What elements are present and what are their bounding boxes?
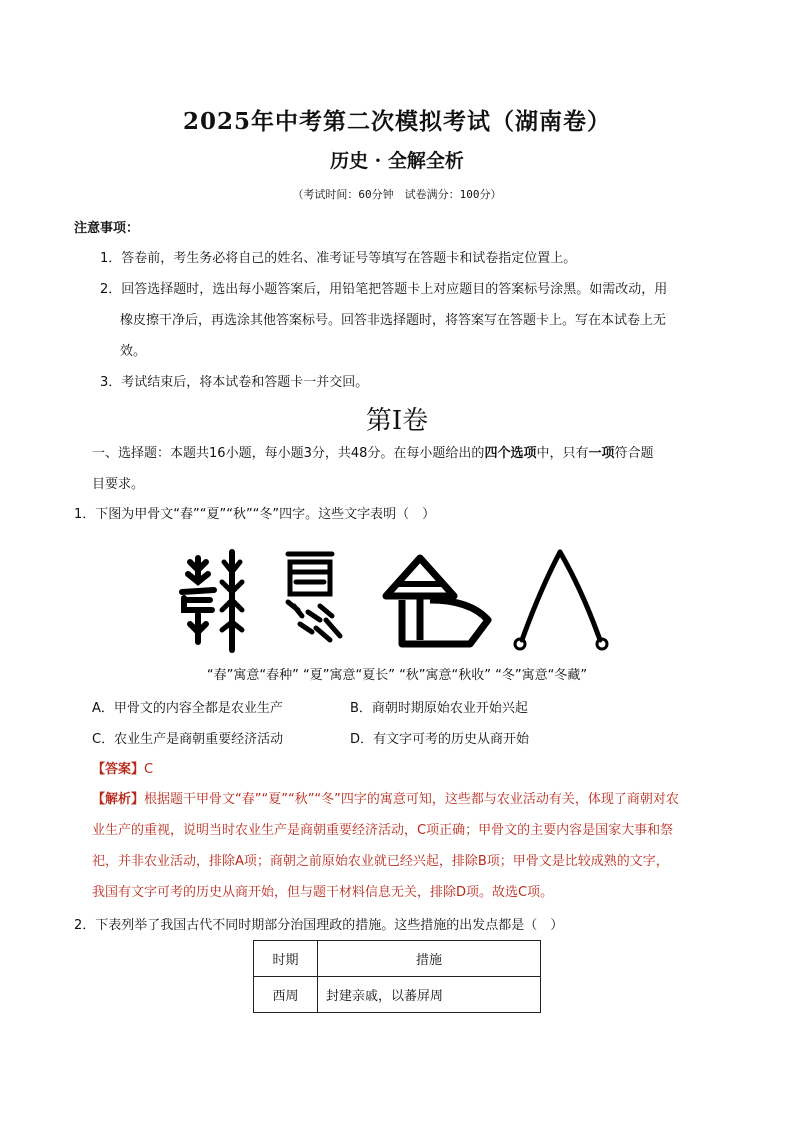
notice-text: 回答选择题时，选出每小题答案后，用铅笔把答题卡上对应题目的答案标号涂黑。如需改动，用 bbox=[121, 282, 668, 297]
notice-text: 考试结束后，将本试卷和答题卡一并交回。 bbox=[121, 375, 369, 390]
option-d: D．有文字可考的历史从商开始 bbox=[350, 732, 530, 747]
part-text: 分，共 bbox=[311, 446, 351, 461]
notice-text-cont: 效。 bbox=[120, 344, 147, 359]
table-row bbox=[254, 977, 541, 1013]
part-text: 小题，每小题 bbox=[225, 446, 304, 461]
measures-table bbox=[253, 940, 541, 1013]
notice-item-2 bbox=[100, 274, 730, 367]
analysis-label: 【解析】 bbox=[92, 792, 145, 807]
glyph-caption: “春”寓意“春种” “夏”寓意“夏长” “秋”寓意“秋收” “冬”寓意“冬藏” bbox=[206, 668, 588, 683]
part-text: 分。在每小题给出的 bbox=[367, 446, 485, 461]
part-emphasis: 一项 bbox=[588, 446, 615, 461]
part-total: 48 bbox=[350, 446, 368, 461]
part-count: 16 bbox=[209, 446, 226, 461]
notice-text-cont: 橡皮擦干净后，再选涂其他答案标号。回答非选择题时，将答案写在答题卡上。写在本试卷上无 bbox=[120, 313, 667, 328]
part-text: 目要求。 bbox=[92, 477, 145, 492]
oracle-bone-glyphs-image bbox=[170, 540, 650, 660]
notice-text: 答卷前，考生务必将自己的姓名、准考证号等填写在答题卡和试卷指定位置上。 bbox=[121, 251, 577, 266]
part-emphasis: 四个选项 bbox=[484, 446, 537, 461]
oracle-glyph-dong bbox=[515, 552, 607, 649]
table-cell: 西周 bbox=[254, 977, 318, 1013]
part-instructions bbox=[92, 438, 732, 500]
part-score: 3 bbox=[303, 446, 312, 461]
answer-value: C bbox=[144, 762, 154, 777]
part-text: 一、选择题：本题共 bbox=[92, 446, 210, 461]
oracle-glyph-qiu bbox=[386, 558, 488, 644]
notice-item-3 bbox=[100, 367, 730, 398]
analysis-text: 祀，并非农业活动，排除A项；商朝之前原始农业就已经兴起，排除B项；甲骨文是比较成熟的文字， bbox=[92, 854, 669, 869]
part-text: 符合题 bbox=[614, 446, 654, 461]
notice-num: 2． bbox=[100, 282, 122, 297]
notice-num: 3． bbox=[100, 375, 122, 390]
exam-meta: （考试时间：60分钟 试卷满分：100分） bbox=[292, 188, 502, 201]
analysis-text: 业生产的重视，说明当时农业生产是商朝重要经济活动，C项正确；甲骨文的主要内容是国家大事和祭 bbox=[92, 823, 674, 838]
page-title: 2025年中考第二次模拟考试（湖南卷） bbox=[182, 108, 611, 135]
notice-heading: 注意事项： bbox=[74, 221, 140, 236]
table-header-cell: 时期 bbox=[254, 941, 318, 977]
table-header-cell: 措施 bbox=[318, 941, 541, 977]
page-subtitle: 历史 · 全解全析 bbox=[330, 150, 464, 172]
option-a: A．甲骨文的内容全都是农业生产 bbox=[92, 701, 283, 716]
analysis-text: 根据题干甲骨文“春”“夏”“秋”“冬”四字的寓意可知，这些都与农业活动有关，体现了商朝对农 bbox=[144, 792, 679, 807]
part-text: 中，只有 bbox=[536, 446, 589, 461]
oracle-glyph-xia bbox=[288, 554, 340, 640]
option-c: C．农业生产是商朝重要经济活动 bbox=[92, 732, 284, 747]
question-1-stem: 1．下图为甲骨文“春”“夏”“秋”“冬”四字。这些文字表明（ ） bbox=[74, 507, 436, 522]
oracle-glyph-chun bbox=[182, 552, 242, 650]
notice-num: 1． bbox=[100, 251, 122, 266]
question-2-stem: 2．下表列举了我国古代不同时期部分治国理政的措施。这些措施的出发点都是（ ） bbox=[74, 918, 564, 933]
table-cell: 封建亲戚，以蕃屏周 bbox=[318, 977, 541, 1013]
section-title: 第Ⅰ卷 bbox=[365, 406, 429, 436]
notice-item-1 bbox=[100, 243, 730, 274]
answer-line bbox=[92, 758, 153, 777]
option-b: B．商朝时期原始农业开始兴起 bbox=[350, 701, 528, 716]
analysis-block bbox=[92, 784, 732, 908]
analysis-text: 我国有文字可考的历史从商开始，但与题干材料信息无关，排除D项。故选C项。 bbox=[92, 885, 554, 900]
table-header-row bbox=[254, 941, 541, 977]
answer-label: 【答案】 bbox=[92, 762, 145, 777]
